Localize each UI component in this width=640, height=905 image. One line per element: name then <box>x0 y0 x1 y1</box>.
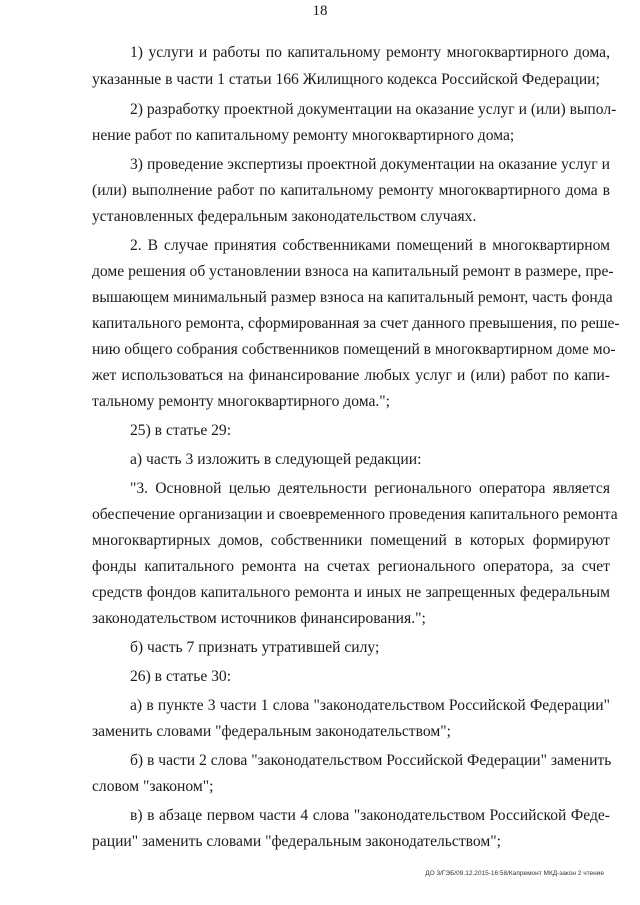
text-line: законодательством источников финансирования."; <box>92 610 426 627</box>
text-line: 26) в статье 30: <box>130 668 232 685</box>
text-line: средств фондов капитального ремонта и иных не запрещенных федеральным <box>92 584 610 601</box>
text-line: б) в части 2 слова "законодательством Российской Федерации" заменить <box>130 752 612 769</box>
text-line: 2. В случае принятия собственниками помещений в многоквартирном <box>130 237 610 254</box>
text-line: а) часть 3 изложить в следующей редакции: <box>130 451 422 468</box>
text-line: "3. Основной целью деятельности регионального оператора является <box>130 480 610 497</box>
text-line: тальному ремонту многоквартирного дома."; <box>92 393 390 410</box>
text-line: 2) разработку проектной документации на оказание услуг и (или) выпол- <box>130 101 617 118</box>
text-line: в) в абзаце первом части 4 слова "законодательством Российской Феде- <box>130 807 610 824</box>
text-line: 1) услуги и работы по капитальному ремонту многоквартирного дома, <box>130 44 610 61</box>
text-line: установленных федеральным законодательством случаях. <box>92 208 477 225</box>
text-line: обеспечение организации и своевременного проведения капитального ремонта <box>92 506 618 523</box>
page-number: 18 <box>312 3 328 19</box>
text-line: фонды капитального ремонта на счетах регионального оператора, за счет <box>92 558 610 575</box>
text-line: жет использоваться на финансирование любых услуг и (или) работ по капи- <box>92 367 610 384</box>
text-line: заменить словами "федеральным законодательством"; <box>92 723 451 740</box>
text-line: (или) выполнение работ по капитальному ремонту многоквартирного дома в <box>92 182 610 199</box>
text-line: вышающем минимальный размер взноса на капитальный ремонт, часть фонда <box>92 289 613 306</box>
text-line: а) в пункте 3 части 1 слова "законодательством Российской Федерации" <box>130 697 610 714</box>
text-line: нию общего собрания собственников помещений в многоквартирном доме мо- <box>92 341 616 358</box>
text-line: б) часть 7 признать утратившей силу; <box>130 639 380 656</box>
text-line: указанные в части 1 статьи 166 Жилищного кодекса Российской Федерации; <box>92 71 600 88</box>
text-line: 25) в статье 29: <box>130 422 232 439</box>
text-line: 3) проведение экспертизы проектной документации на оказание услуг и <box>130 156 610 173</box>
text-line: доме решения об установлении взноса на капитальный ремонт в размере, пре- <box>92 263 614 280</box>
document-footer: ДО 3/ГЭБ/09.12.2015-16:58/Капремонт МКД-закон 2 чтение <box>425 870 604 877</box>
text-line: словом "законом"; <box>92 778 214 795</box>
text-line: рации" заменить словами "федеральным законодательством"; <box>92 833 501 850</box>
text-line: капитального ремонта, сформированная за счет данного превышения, по реше- <box>92 315 620 332</box>
text-line: нение работ по капитальному ремонту многоквартирного дома; <box>92 127 515 144</box>
text-line: многоквартирных домов, собственники помещений в которых формируют <box>92 532 610 549</box>
